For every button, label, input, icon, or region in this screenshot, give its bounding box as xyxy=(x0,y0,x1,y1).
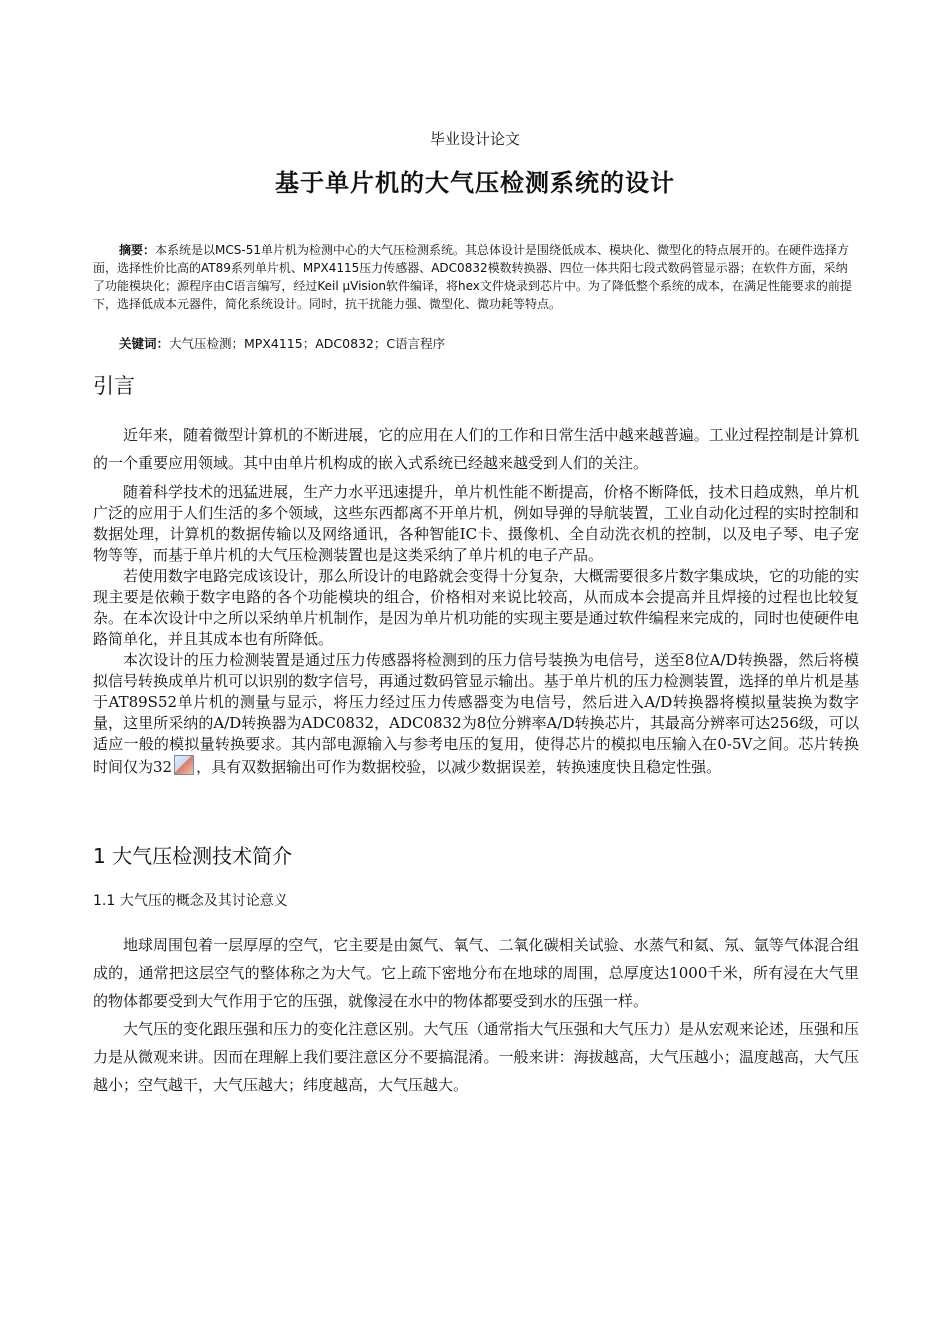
section-1-1-p1-text: 地球周围包着一层厚厚的空气，它主要是由氮气、氧气、二氧化碳相关试验、水蒸气和氦、氖、氩等气体混合组成的，通常把这层空气的整体称之为大气。它上疏下密地分布在地球的周围，总厚度达1000千米，所有浸在大气里的物体都要受到大气作用于它的压强，就像浸在水中的物体都要受到水的压强一样。 xyxy=(93,936,859,1010)
keywords-label: 关键词： xyxy=(119,336,170,351)
intro-heading: 引言 xyxy=(93,374,135,398)
paper-title: 基于单片机的大气压检测系统的设计 xyxy=(275,169,675,197)
section-1-heading: 1 大气压检测技术简介 xyxy=(93,844,293,868)
intro-p4b-text: ，具有双数据输出可作为数据校验，以减少数据误差，转换速度快且稳定性强。 xyxy=(196,758,722,776)
intro-p4a-text: 本次设计的压力检测装置是通过压力传感器将检测到的压力信号装换为电信号，送至8位A/D转换器，然后将模拟信号转换成单片机可以识别的数字信号，再通过数码管显示输出。基于单片机的压力检测装置，选择的单片机是基于AT89S52单片机的测量与显示，将压力经过压力传感器变为电信号，然后进入A/D转换器将模拟量装换为数字量，这里所采纳的A/D转换器为ADC0832，ADC0832为8位分辨率A/D转换芯片，其最高分辨率可达256级，可以适应一般的模拟量转换要求。其内部电源输入与参考电压的复用，使得芯片的模拟电压输入在0-5V之间。芯片转换时间仅为32 xyxy=(93,651,859,776)
intro-p4 xyxy=(93,650,859,778)
intro-paragraphs xyxy=(93,482,859,778)
keywords xyxy=(119,334,445,352)
abstract-label: 摘要： xyxy=(119,243,156,257)
broken-image-icon xyxy=(174,755,194,775)
section-1-1-heading: 1.1 大气压的概念及其讨论意义 xyxy=(93,893,288,909)
document-header: 毕业设计论文 xyxy=(429,130,520,148)
intro-p3-text: 若使用数字电路完成该设计，那么所设计的电路就会变得十分复杂，大概需要很多片数字集成块，它的功能的实现主要是依赖于数字电路的各个功能模块的组合，价格相对来说比较高，从而成本会提高并且焊接的过程也比较复杂。在本次设计中之所以采纳单片机制作，是因为单片机功能的实现主要是通过软件编程来完成的，同时也使硬件电路简单化，并且其成本也有所降低。 xyxy=(93,567,859,648)
abstract-text: 本系统是以MCS-51单片机为检测中心的大气压检测系统。其总体设计是围绕低成本、模块化、微型化的特点展开的。在硬件选择方面，选择性价比高的AT89系列单片机、MPX4115压力传感器、ADC0832模数转换器、四位一体共阳七段式数码管显示器；在软件方面，采纳了功能模块化；源程序由C语言编写，经过Keil μVision软件编译，将hex文件烧录到芯片中。为了降低整个系统的成本，在满足性能要求的前提下，选择低成本元器件，简化系统设计。同时，抗干扰能力强、微型化、微功耗等特点。 xyxy=(93,243,852,311)
abstract xyxy=(93,241,859,313)
keywords-text: 大气压检测；MPX4115；ADC0832；C语言程序 xyxy=(169,336,446,351)
intro-p2-text: 随着科学技术的迅猛进展，生产力水平迅速提升，单片机性能不断提高，价格不断降低，技术日趋成熟，单片机广泛的应用于人们生活的多个领域，这些东西都离不开单片机，例如导弹的导航装置，工业自动化过程的实时控制和数据处理，计算机的数据传输以及网络通讯，各种智能IC卡、摄像机、全自动洗衣机的控制，以及电子琴、电子宠物等等，而基于单片机的大气压检测装置也是这类采纳了单片机的电子产品。 xyxy=(93,483,859,564)
section-1-1-paragraphs xyxy=(93,931,859,1099)
section-1-1-p2-text: 大气压的变化跟压强和压力的变化注意区别。大气压（通常指大气压强和大气压力）是从宏观来论述，压强和压力是从微观来讲。因而在理解上我们要注意区分不要搞混淆。一般来讲：海拔越高，大气压越小；温度越高，大气压越小；空气越干，大气压越大；纬度越高，大气压越大。 xyxy=(93,1020,859,1094)
intro-p1-text: 近年来，随着微型计算机的不断进展，它的应用在人们的工作和日常生活中越来越普遍。工业过程控制是计算机的一个重要应用领域。其中由单片机构成的嵌入式系统已经越来越受到人们的关注。 xyxy=(93,426,859,472)
intro-paragraph-1 xyxy=(93,421,859,477)
